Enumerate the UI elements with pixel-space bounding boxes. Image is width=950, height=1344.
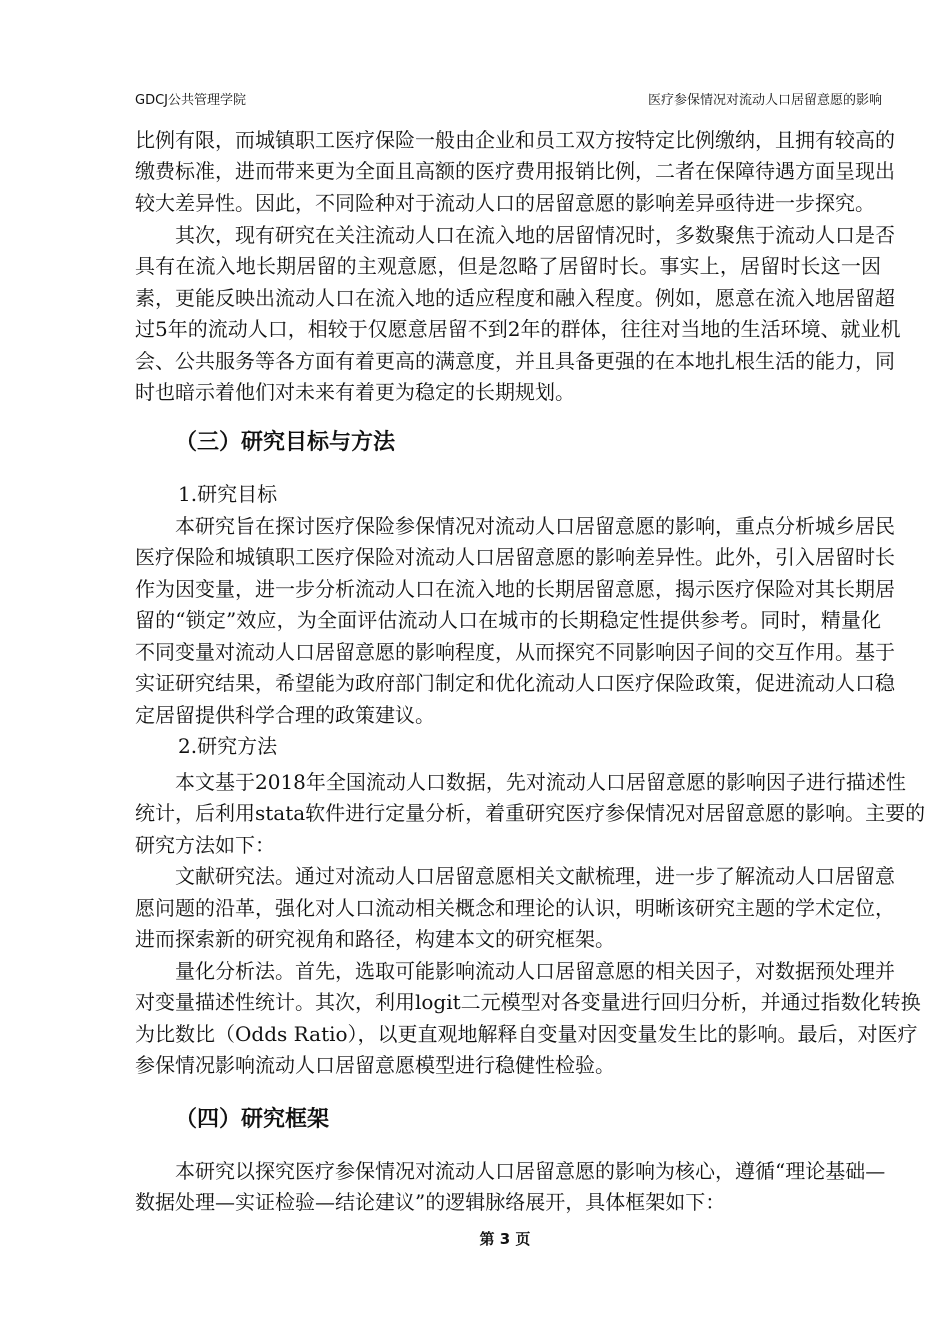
section-heading-3: （三）研究目标与方法 — [175, 430, 396, 455]
text-line: 定居留提供科学合理的政策建议。 — [135, 703, 435, 727]
text-line: 对变量描述性统计。其次，利用logit二元模型对各变量进行回归分析，并通过指数化转换 — [135, 990, 921, 1014]
text-line: 不同变量对流动人口居留意愿的影响程度，从而探究不同影响因子间的交互作用。基于 — [135, 640, 895, 664]
text-line: 进而探索新的研究视角和路径，构建本文的研究框架。 — [135, 927, 615, 951]
header-right: 医疗参保情况对流动人口居留意愿的影响 — [647, 93, 882, 108]
text-line: 时也暗示着他们对未来有着更为稳定的长期规划。 — [135, 380, 575, 404]
text-line: 本研究旨在探讨医疗保险参保情况对流动人口居留意愿的影响，重点分析城乡居民 — [175, 514, 895, 538]
text-line: 缴费标准，进而带来更为全面且高额的医疗费用报销比例，二者在保障待遇方面呈现出 — [135, 159, 895, 183]
text-line: 本文基于2018年全国流动人口数据，先对流动人口居留意愿的影响因子进行描述性 — [175, 770, 906, 794]
text-line: 文献研究法。通过对流动人口居留意愿相关文献梳理，进一步了解流动人口居留意 — [175, 864, 895, 888]
subheading-research-method: 2.研究方法 — [178, 734, 278, 758]
text-line: 作为因变量，进一步分析流动人口在流入地的长期居留意愿，揭示医疗保险对其长期居 — [135, 577, 895, 601]
text-line: 较大差异性。因此，不同险种对于流动人口的居留意愿的影响差异亟待进一步探究。 — [135, 191, 875, 215]
text-line: 愿问题的沿革，强化对人口流动相关概念和理论的认识，明晰该研究主题的学术定位， — [135, 896, 895, 920]
text-line: 过5年的流动人口，相较于仅愿意居留不到2年的群体，往往对当地的生活环境、就业机 — [135, 317, 901, 341]
text-line: 会、公共服务等各方面有着更高的满意度，并且具备更强的在本地扎根生活的能力，同 — [135, 349, 895, 373]
text-line: 素，更能反映出流动人口在流入地的适应程度和融入程度。例如，愿意在流入地居留超 — [135, 286, 895, 310]
text-line: 研究方法如下： — [135, 833, 275, 857]
page-number: 第 3 页 — [479, 1230, 531, 1248]
text-line: 其次，现有研究在关注流动人口在流入地的居留情况时，多数聚焦于流动人口是否 — [175, 223, 895, 247]
text-line: 参保情况影响流动人口居留意愿模型进行稳健性检验。 — [135, 1053, 615, 1077]
text-line: 实证研究结果，希望能为政府部门制定和优化流动人口医疗保险政策，促进流动人口稳 — [135, 671, 895, 695]
text-line: 留的“锁定”效应，为全面评估流动人口在城市的长期稳定性提供参考。同时，精量化 — [135, 608, 881, 632]
header-left: GDCJ公共管理学院 — [135, 93, 246, 108]
text-line: 量化分析法。首先，选取可能影响流动人口居留意愿的相关因子，对数据预处理并 — [175, 959, 895, 983]
section-heading-4: （四）研究框架 — [175, 1107, 330, 1132]
text-line: 医疗保险和城镇职工医疗保险对流动人口居留意愿的影响差异性。此外，引入居留时长 — [135, 545, 895, 569]
text-line: 比例有限，而城镇职工医疗保险一般由企业和员工双方按特定比例缴纳，且拥有较高的 — [135, 128, 895, 152]
text-line: 本研究以探究医疗参保情况对流动人口居留意愿的影响为核心，遵循“理论基础— — [175, 1159, 886, 1183]
subheading-research-goal: 1.研究目标 — [178, 482, 278, 506]
text-line: 统计，后利用stata软件进行定量分析，着重研究医疗参保情况对居留意愿的影响。主要的 — [135, 801, 926, 825]
text-line: 数据处理—实证检验—结论建议”的逻辑脉络展开，具体框架如下： — [135, 1190, 726, 1214]
text-line: 具有在流入地长期居留的主观意愿，但是忽略了居留时长。事实上，居留时长这一因 — [135, 254, 881, 278]
text-line: 为比数比（Odds Ratio），以更直观地解释自变量对因变量发生比的影响。最后，对医疗 — [135, 1022, 918, 1046]
